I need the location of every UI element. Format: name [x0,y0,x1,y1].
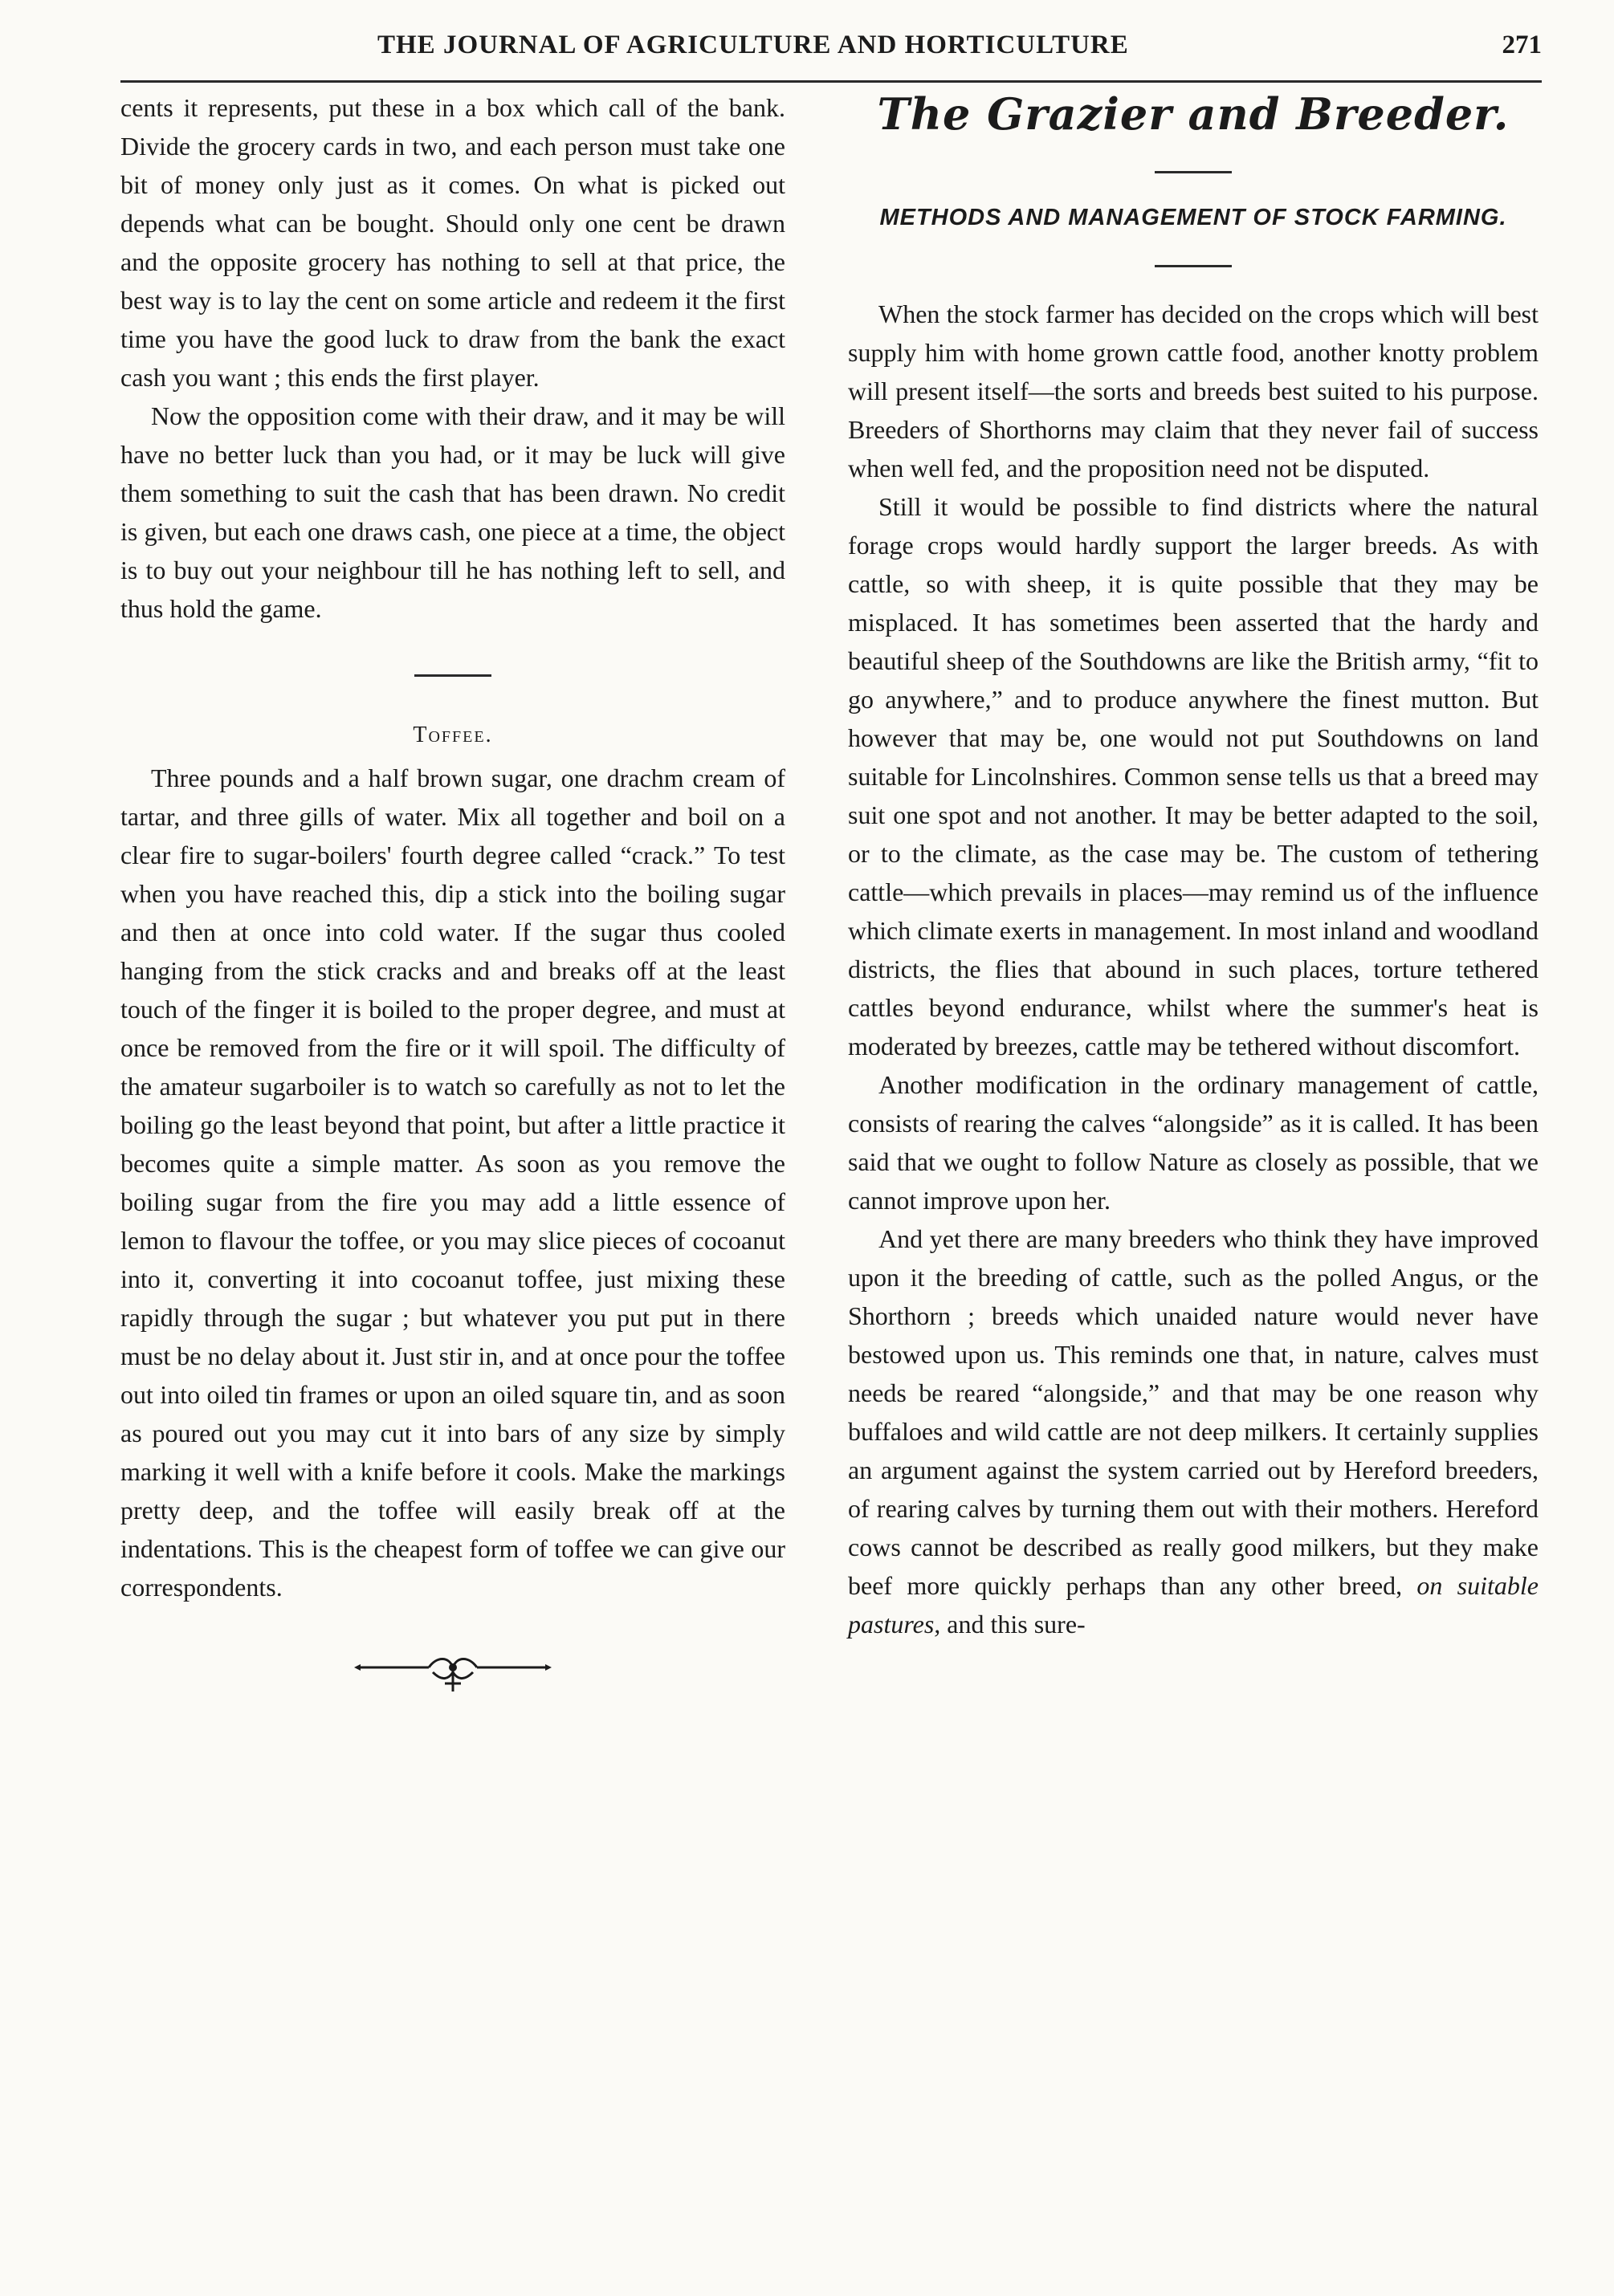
recipe-heading: Toffee. [413,723,493,747]
title-divider [1155,171,1232,173]
paragraph: Still it would be possible to find districts where the natural forage crops would hardly support the larger breeds. As with cattle, so with sheep, it is quite possible that they may be misplaced. It has sometimes been asserted that the hardy and beautiful sheep of the Southdowns are like the British army, “fit to go anywhere,” and to produce anywhere the finest mutton. But however that may be, one would not put Southdowns on land suitable for Lincolnshires. Common sense tells us that a breed may suit one spot and not another. It may be better adapted to the soil, or to the climate, as the case may be. The custom of tethering cattle—which prevails in places—may remind us of the influence which climate exerts in management. In most inland and woodland districts, the flies that abound in such places, torture tethered cattles beyond endurance, whilst where the summer's heat is moderated by breezes, cattle may be tethered without discomfort. [848,491,1539,1060]
paragraph: Now the opposition come with their draw, and it may be will have no better luck than you had, or it may be luck will give them something to suit the cash that has been drawn. No credit is given, but each one draws cash, one piece at a time, the object is to buy out your neighbour till he has nothing left to sell, and thus hold the game. [120,401,785,623]
paragraph: When the stock farmer has decided on the crops which will best supply him with home grown cattle food, another knotty problem will present itself—the sorts and breeds best suited to his purpose. Breeders of Shorthorns may claim that they never fail of success when well fed, and the proposition need not be disputed. [848,299,1539,482]
article-title: METHODS AND MANAGEMENT OF STOCK FARMING. [879,204,1507,230]
section-title: The Grazier and Breeder. [877,88,1510,140]
paragraph: Another modification in the ordinary management of cattle, consists of rearing the calves “alongside” as it is called. It has been said that we ought to follow Nature as closely as possible, that we cannot improve upon her. [848,1069,1539,1215]
paragraph-continued [848,1219,1539,1643]
recipe-paragraph: Three pounds and a half brown sugar, one drachm cream of tartar, and three gills of water. Mix all together and boil on a clear fire to sugar-boilers' fourth degree called “crack.” To test when you have reached this, dip a stick into the boiling sugar and then at once into cold water. If the sugar thus cooled hanging from the stick cracks and and breaks off at the least touch of the finger it is boiled to the proper degree, and must at once be removed from the fire or it will spoil. The difficulty of the amateur sugarboiler is to watch so carefully as not to let the boiling go the least beyond that point, but after a little practice it becomes quite a simple matter. As soon as you remove the boiling sugar from the fire you may add a little essence of lemon to flavour the toffee, or you may slice pieces of cocoanut into it, converting it into cocoanut toffee, just mixing these rapidly through the sugar ; but whatever you put put in there must be no delay about it. Just stir in, and at once pour the toffee out into oiled tin frames or upon an oiled square tin, and as soon as poured out you may cut it into bars of any size by simply marking it well with a knife before it cools. Make the markings pretty deep, and the toffee will easily break off at the indentations. This is the cheapest form of toffee we can give our correspondents. [120,763,785,1602]
page-number: 271 [1502,31,1542,59]
tailpiece-ornament-icon [353,1650,553,1698]
journal-title: THE JOURNAL OF AGRICULTURE AND HORTICULTURE [377,31,1129,59]
paragraph-text-end: and this sure- [947,1609,1086,1639]
paragraph-text: And yet there are many breeders who think they have improved upon it the breeding of cattle, such as the polled Angus, or the Shorthorn ; breeds which unaided nature would never have bestowed upon us. This reminds one that, in nature, calves must needs be reared “alongside,” and that may be one reason why buffaloes and wild cattle are not deep milkers. It certainly supplies an argument against the system carried out by Hereford breeders, of rearing calves by turning them out with their mothers. Hereford cows cannot be described as really good milkers, but they make beef more quickly perhaps than any other breed, [848,1223,1539,1600]
section-divider [414,674,491,677]
left-column [120,88,785,1698]
paragraph: cents it represents, put these in a box which call of the bank. Divide the grocery cards in two, and each person must take one bit of money only just as it comes. On what is picked out depends what can be bought. Should only one cent be drawn and the opposite grocery has nothing to sell at that price, the best way is to lay the cent on some article and redeem it the first time you have the good luck to draw from the bank the exact cash you want ; this ends the first player. [120,93,785,392]
right-column [848,88,1539,1643]
running-header [120,24,1542,83]
italic-phrase: on suitable pastures, [848,1570,1539,1639]
article-divider [1155,265,1232,267]
